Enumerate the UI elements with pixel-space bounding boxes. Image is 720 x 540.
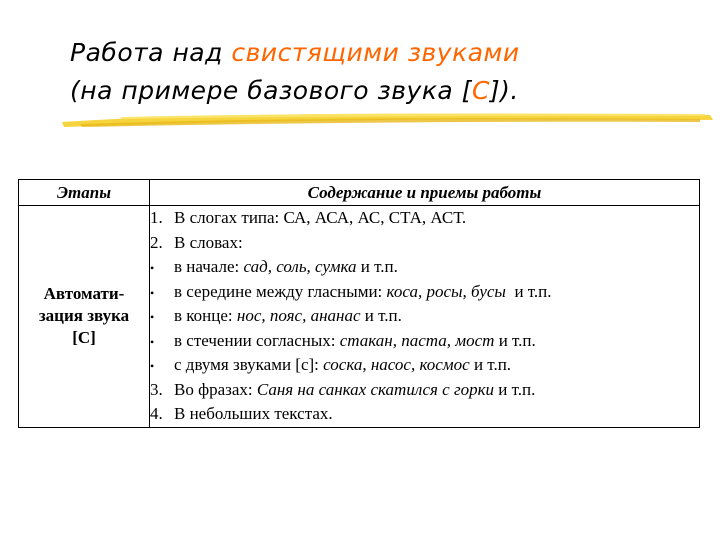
slide-title <box>70 34 710 110</box>
item-label: В небольших текстах. <box>174 404 333 423</box>
list-item <box>150 329 699 354</box>
bullet-icon: • <box>150 334 155 349</box>
item-examples: стакан, паста, мост <box>339 330 495 350</box>
list-marker: 3. <box>150 379 163 399</box>
content-cell <box>150 206 700 428</box>
stage-line: зация звука <box>38 306 130 326</box>
item-label: Во фразах: <box>174 379 257 399</box>
stage-line: [С] <box>72 328 96 348</box>
title-line-1-prefix: Работа над <box>70 38 232 67</box>
item-suffix: и т.п. <box>494 379 536 399</box>
item-label: с двумя звуками [с]: <box>174 355 324 374</box>
stage-cell <box>19 206 150 428</box>
bullet-icon: • <box>150 359 155 373</box>
list-item <box>150 255 699 280</box>
list-item <box>150 402 699 427</box>
item-examples: коса, росы, бусы <box>386 281 506 301</box>
stage-line: Автомати- <box>43 284 125 304</box>
title-line-2-suffix: ]). <box>489 76 519 105</box>
bullet-icon: • <box>150 310 155 324</box>
list-marker: 2. <box>150 232 163 252</box>
item-label: В словах: <box>174 232 243 252</box>
list-marker: 1. <box>150 208 163 227</box>
header-content: Содержание и приемы работы <box>150 180 700 206</box>
item-suffix: и т.п. <box>505 281 552 301</box>
list-marker: 4. <box>150 404 163 423</box>
list-item <box>150 304 699 329</box>
title-underline-brush <box>60 108 715 130</box>
list-item <box>150 206 699 231</box>
item-suffix: и т.п. <box>360 306 402 325</box>
list-item <box>150 353 699 378</box>
list-item <box>150 231 699 256</box>
item-examples: Саня на санках скатился с горки <box>256 379 495 399</box>
item-examples: сад, соль, сумка <box>243 257 357 276</box>
item-suffix: и т.п. <box>469 355 512 374</box>
title-line-1 <box>70 34 710 72</box>
item-label: в середине между гласными: <box>174 281 387 301</box>
table-header-row <box>19 180 700 206</box>
item-suffix: и т.п. <box>356 257 398 276</box>
item-examples: соска, насос, космос <box>323 355 470 374</box>
bullet-icon: • <box>150 261 155 275</box>
item-label: В слогах типа: <box>174 208 284 227</box>
table-row <box>19 206 700 428</box>
title-highlight-sibilants: свистящими звуками <box>231 38 520 67</box>
list-item <box>150 378 699 403</box>
item-label: в начале: <box>174 257 244 276</box>
title-line-2 <box>70 72 710 110</box>
bullet-icon: • <box>150 285 155 300</box>
list-item <box>150 280 699 305</box>
header-stages: Этапы <box>19 180 150 206</box>
title-line-2-prefix: (на примере базового звука [ <box>70 76 472 105</box>
item-label: в стечении согласных: <box>174 330 340 350</box>
item-label: в конце: <box>174 306 237 325</box>
item-suffix: и т.п. <box>494 330 536 350</box>
item-examples: СА, АСА, АС, СТА, АСТ. <box>283 208 467 227</box>
item-examples: нос, пояс, ананас <box>236 306 361 325</box>
title-highlight-sound: С <box>471 76 490 105</box>
automation-table <box>18 179 700 428</box>
